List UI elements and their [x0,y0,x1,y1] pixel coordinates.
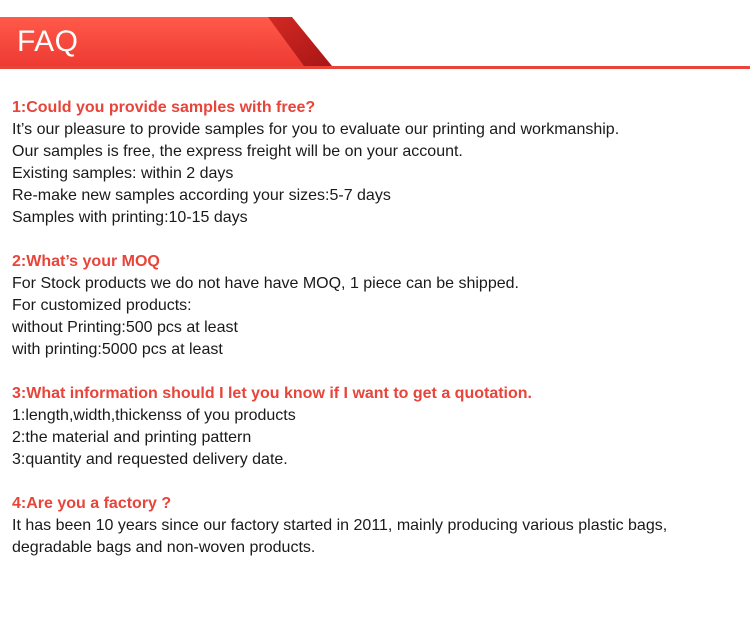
page-title: FAQ [17,25,79,58]
faq-header [0,0,750,72]
faq-answer-line: For customized products: [12,297,192,314]
faq-answer-line: 1:length,width,thickenss of you products [12,407,296,424]
faq-answer-line: For Stock products we do not have have MOQ, 1 piece can be shipped. [12,275,519,292]
faq-answer-line: Existing samples: within 2 days [12,165,234,182]
faq-item [12,383,742,471]
faq-answer-line: It has been 10 years since our factory started in 2011, mainly producing various plastic bags, [12,517,668,534]
header-banner-graphic [0,0,750,72]
faq-answer-line: 3:quantity and requested delivery date. [12,451,288,468]
faq-question: 3:What information should I let you know if I want to get a quotation. [12,385,532,402]
faq-answer-line: 2:the material and printing pattern [12,429,252,446]
faq-answer-line: with printing:5000 pcs at least [12,341,223,358]
faq-question: 1:Could you provide samples with free? [12,99,316,116]
faq-item [12,493,742,559]
faq-item [12,251,742,361]
faq-answer-line: degradable bags and non-woven products. [12,539,316,556]
faq-answer-line: It’s our pleasure to provide samples for you to evaluate our printing and workmanship. [12,121,620,138]
faq-answer-line: without Printing:500 pcs at least [12,319,238,336]
faq-answer-line: Samples with printing:10-15 days [12,209,248,226]
faq-question: 2:What’s your MOQ [12,253,160,270]
faq-answer-line: Our samples is free, the express freight will be on your account. [12,143,463,160]
faq-question: 4:Are you a factory ? [12,495,172,512]
faq-item [12,97,742,229]
header-underline [0,66,750,69]
faq-list [12,97,742,581]
faq-answer-line: Re-make new samples according your sizes:5-7 days [12,187,391,204]
